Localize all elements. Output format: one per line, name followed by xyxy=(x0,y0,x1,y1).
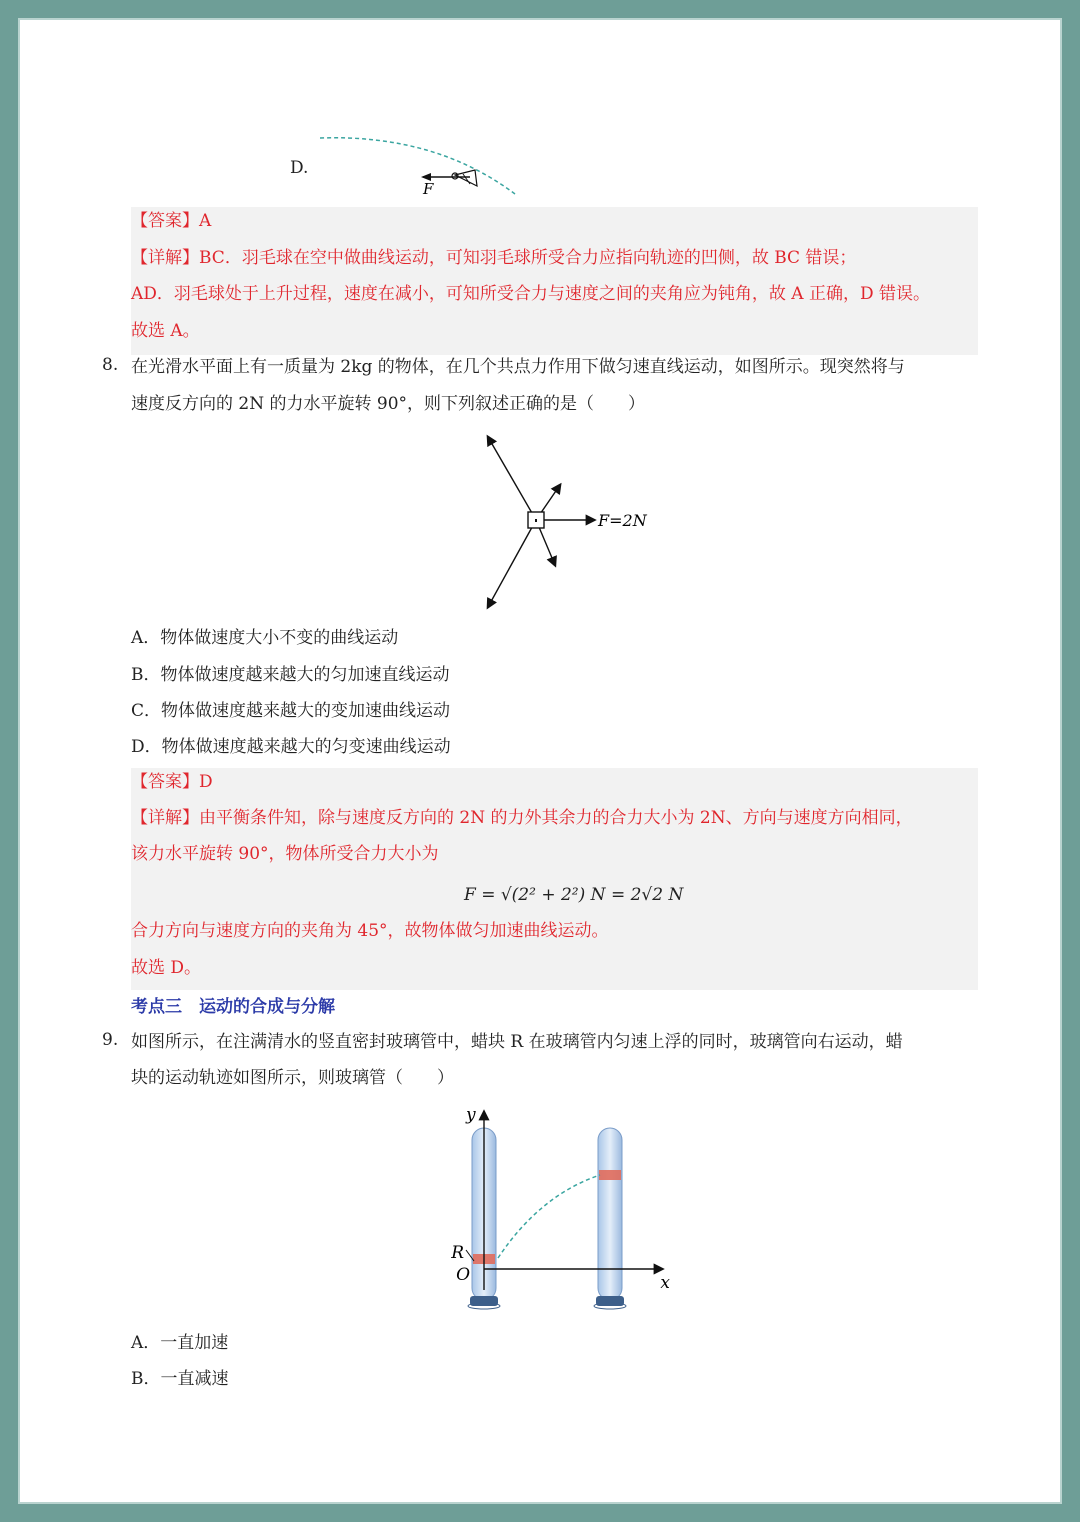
q8-option-c[interactable]: C．物体做速度越来越大的变加速曲线运动 xyxy=(131,701,451,721)
r-label: R xyxy=(451,1243,464,1263)
q7-detail-3: 故选 A。 xyxy=(131,321,200,341)
q7-answer-box xyxy=(131,207,978,355)
x-axis-label: x xyxy=(660,1273,670,1293)
q8-detail-4: 故选 D。 xyxy=(131,958,202,978)
q7-option-d-label: D. xyxy=(290,158,309,178)
document-page xyxy=(18,18,1062,1504)
force-up-left xyxy=(488,437,536,520)
q8-detail-2: 该力水平旋转 90°，物体所受合力大小为 xyxy=(131,844,439,864)
q8-detail-3: 合力方向与速度方向的夹角为 45°，故物体做匀加速曲线运动。 xyxy=(131,921,609,941)
q8-answer-box xyxy=(131,768,978,990)
q7-detail-1: 【详解】BC．羽毛球在空中做曲线运动，可知羽毛球所受合力应指向轨迹的凹侧，故 BC 错误； xyxy=(131,248,857,268)
q9-tube-figure xyxy=(440,1100,670,1315)
q8-detail-1: 【详解】由平衡条件知，除与速度反方向的 2N 的力外其余力的合力大小为 2N、方向与速度方向相同， xyxy=(131,808,913,828)
q8-formula: F = √(2² + 2²) N = 2√2 N xyxy=(464,885,684,905)
q8-option-b[interactable]: B．物体做速度越来越大的匀加速直线运动 xyxy=(131,665,450,685)
trajectory-curve xyxy=(320,138,515,194)
q8-stem-1: 在光滑水平面上有一质量为 2kg 的物体，在几个共点力作用下做匀速直线运动，如图所示。现突然将与 xyxy=(131,357,905,377)
q9-number: 9. xyxy=(102,1030,119,1050)
wax-trajectory xyxy=(498,1175,600,1258)
q8-option-a[interactable]: A．物体做速度大小不变的曲线运动 xyxy=(131,628,399,648)
q9-option-b[interactable]: B．一直减速 xyxy=(131,1369,229,1389)
right-tube xyxy=(594,1128,626,1309)
q9-stem-1: 如图所示，在注满清水的竖直密封玻璃管中，蜡块 R 在玻璃管内匀速上浮的同时，玻璃管向右运动，蜡 xyxy=(131,1032,903,1052)
q7-badminton-figure xyxy=(315,132,525,212)
q7-answer: 【答案】A xyxy=(131,211,212,231)
q7-detail-2: AD．羽毛球处于上升过程，速度在减小，可知所受合力与速度之间的夹角应为钝角，故 A 正确，D 错误。 xyxy=(131,284,931,304)
force-down-left xyxy=(488,520,536,607)
q9-option-a[interactable]: A．一直加速 xyxy=(131,1333,229,1353)
q8-force-figure xyxy=(470,425,670,610)
force-f-label: F=2N xyxy=(598,511,647,530)
force-label: F xyxy=(423,180,434,198)
origin-label: O xyxy=(456,1265,470,1285)
q8-number: 8. xyxy=(102,355,119,375)
y-axis-label: y xyxy=(466,1105,476,1125)
shuttlecock-icon xyxy=(452,170,477,186)
q9-stem-2: 块的运动轨迹如图所示，则玻璃管（ ） xyxy=(131,1068,454,1088)
section-heading: 考点三 运动的合成与分解 xyxy=(131,997,335,1017)
q8-answer: 【答案】D xyxy=(131,772,213,792)
wax-block-end xyxy=(599,1170,621,1180)
q8-option-d[interactable]: D．物体做速度越来越大的匀变速曲线运动 xyxy=(131,737,451,757)
q8-stem-2: 速度反方向的 2N 的力水平旋转 90°，则下列叙述正确的是（ ） xyxy=(131,394,646,414)
